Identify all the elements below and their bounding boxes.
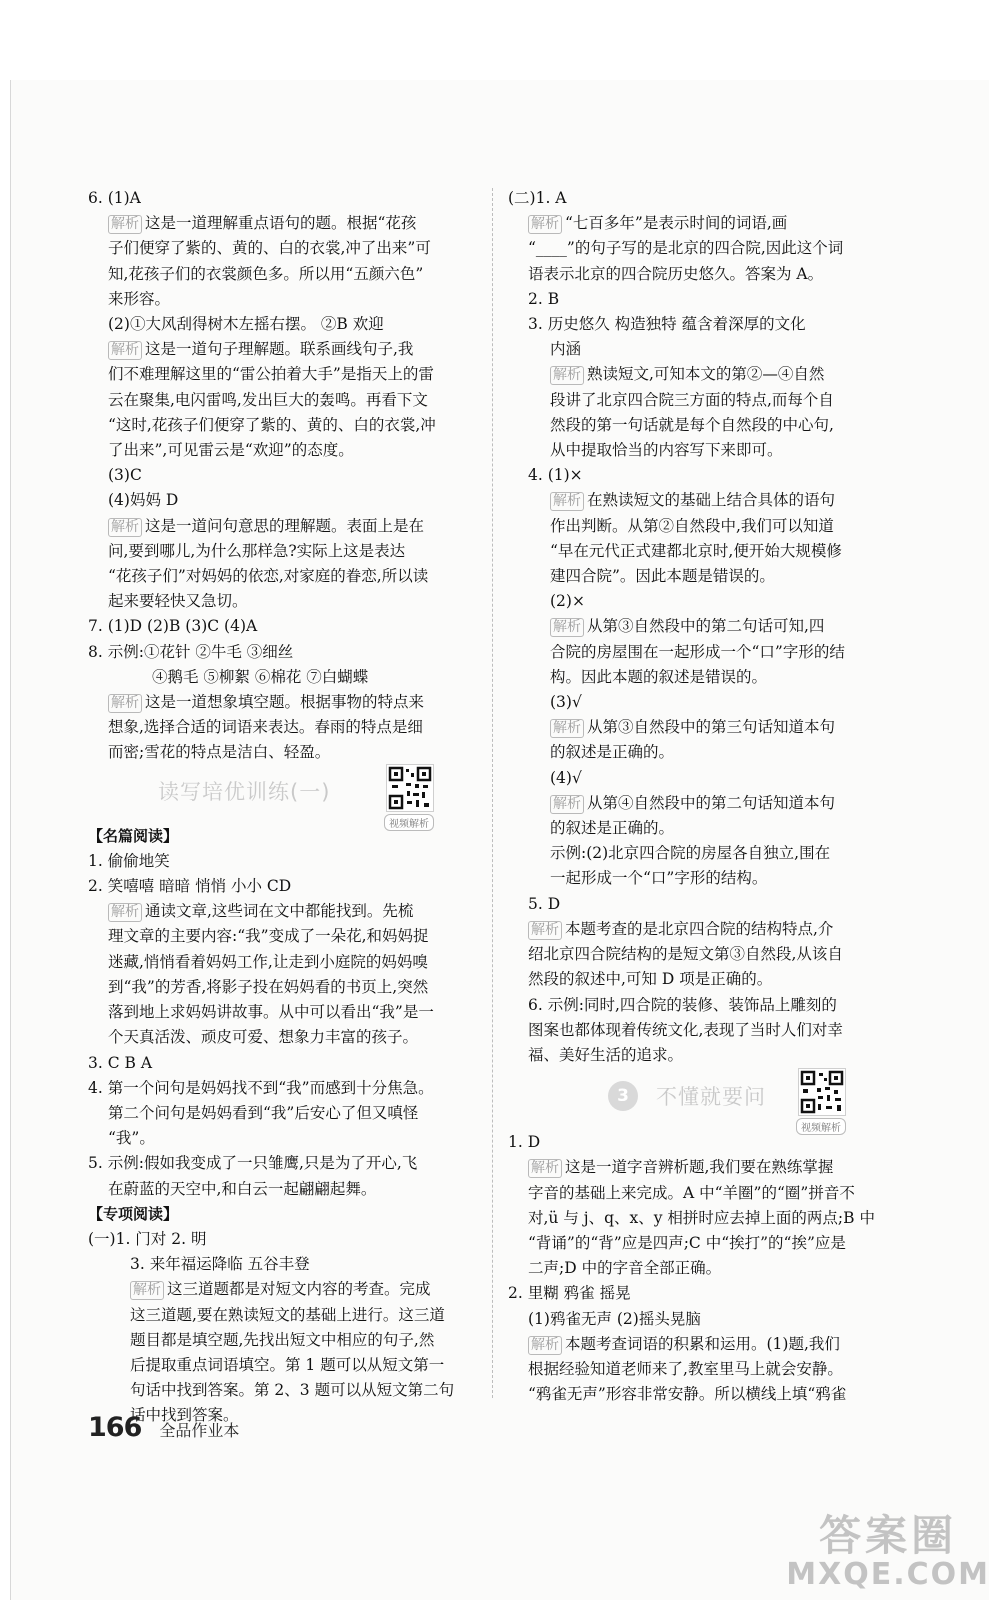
answer-text: 第二个问句是妈妈看到“我”后安心了但又嗔怪: [108, 1103, 419, 1122]
qr-code-icon[interactable]: [798, 1068, 846, 1116]
answer-line: [88, 1051, 478, 1076]
answer-text: 6. 示例:同时,四合院的装修、装饰品上雕刻的: [528, 995, 837, 1014]
answer-text: 从第③自然段中的第三句话知道本句: [587, 718, 836, 737]
answer-text: 段讲了北京四合院三方面的特点,而每个自: [550, 390, 834, 409]
answer-line: [508, 589, 878, 614]
analysis-tag: 解析: [108, 903, 142, 922]
answer-text: 这是一道字音辨析题,我们要在熟练掌握: [565, 1158, 834, 1177]
answer-text: 从中提取恰当的内容写下来即可。: [550, 441, 783, 460]
banner-title: 不懂就要问: [656, 1085, 766, 1110]
answer-line: [508, 262, 878, 287]
qr-caption: 视频解析: [796, 1118, 846, 1135]
answer-line: [88, 1202, 478, 1227]
answer-line: [508, 740, 878, 765]
answer-line: [508, 1256, 878, 1281]
answer-text: 云在聚集,电闪雷鸣,发出巨大的轰鸣。再看下文: [108, 390, 428, 409]
answer-text: 2. 笑嘻嘻 暗暗 悄悄 小小 CD: [88, 877, 292, 896]
answer-text: 话中找到答案。: [130, 1406, 239, 1425]
answer-text: 后提取重点词语填空。第 1 题可以从短文第一: [130, 1355, 445, 1374]
answer-text: 问,要到哪儿,为什么那样急?实际上这是表达: [108, 541, 406, 560]
answer-line: [508, 917, 878, 942]
answer-line: [88, 287, 478, 312]
answer-line: [508, 186, 878, 211]
answer-text: 5. D: [528, 894, 561, 913]
answer-text: “这时,花孩子们便穿了紫的、黄的、白的衣裳,冲: [108, 415, 436, 434]
answer-text: 这三道题,要在熟读短文的基础上进行。这三道: [130, 1305, 445, 1324]
section-banner-reading: [88, 766, 478, 830]
answer-line: [88, 211, 478, 236]
answer-line: [508, 236, 878, 261]
answer-line: [88, 740, 478, 765]
answer-text: 6. (1)A: [88, 189, 141, 207]
answer-line: [508, 841, 878, 866]
answer-line: [88, 262, 478, 287]
answer-text: 在熟读短文的基础上结合具体的语句: [587, 491, 836, 510]
answer-text: 2. 里糊 鸦雀 摇晃: [508, 1284, 631, 1303]
answer-text: 迷藏,悄悄看着妈妈工作,让走到小庭院的妈妈嗅: [108, 952, 428, 971]
answer-line: [88, 1378, 478, 1403]
answer-text: 的叙述是正确的。: [550, 743, 675, 762]
answer-text: 3. C B A: [88, 1053, 153, 1072]
left-column: [88, 186, 478, 1429]
answer-line: [508, 388, 878, 413]
answer-text: 然段的叙述中,可知 D 项是正确的。: [528, 970, 773, 989]
answer-text: 建四合院”。因此本题是错误的。: [550, 567, 775, 586]
answer-text: 通读文章,这些词在文中都能找到。先梳: [145, 902, 414, 921]
column-divider: [492, 188, 493, 1398]
answer-line: [508, 1357, 878, 1382]
answer-text: 【名篇阅读】: [88, 826, 179, 845]
answer-line: [508, 287, 878, 312]
answer-line: [508, 1332, 878, 1357]
answer-text: 想象,选择合适的词语来表达。春雨的特点是细: [108, 718, 423, 737]
answer-line: [88, 640, 478, 665]
right-answers-part2: [508, 1130, 878, 1407]
answer-text: 子们便穿了紫的、黄的、白的衣裳,冲了出来”可: [108, 239, 431, 258]
answer-line: [88, 514, 478, 539]
answer-line: [508, 1382, 878, 1407]
answer-text: (二)1. A: [508, 189, 567, 207]
answer-text: (2)×: [550, 592, 585, 611]
answer-text: 理文章的主要内容:“我”变成了一朵花,和妈妈捉: [108, 927, 429, 946]
answer-line: [508, 211, 878, 236]
answer-text: 本题考查词语的积累和运用。(1)题,我们: [565, 1334, 840, 1353]
answer-text: 到“我”的芳香,将影子投在妈妈看的书页上,突然: [108, 977, 429, 996]
answer-line: [508, 866, 878, 891]
answer-text: (3)√: [550, 693, 582, 712]
answer-line: [508, 816, 878, 841]
analysis-tag: 解析: [108, 694, 142, 713]
answer-text: 从第④自然段中的第二句话知道本句: [587, 793, 836, 812]
answer-text: 示例:(2)北京四合院的房屋各自独立,围在: [550, 844, 831, 863]
analysis-tag: 解析: [130, 1281, 164, 1300]
answer-text: 3. 历史悠久 构造独特 蕴含着深厚的文化: [528, 315, 806, 334]
answer-text: 这是一道理解重点语句的题。根据“花孩: [145, 214, 417, 233]
left-answers-part1: [88, 186, 478, 766]
answer-text: 了出来”,可见雷云是“欢迎”的态度。: [108, 441, 354, 460]
answer-line: [508, 564, 878, 589]
answer-line: [508, 1206, 878, 1231]
answer-text: 内涵: [550, 340, 582, 359]
answer-text: “我”。: [108, 1129, 155, 1148]
answer-text: (2)①大风刮得树木左摇右摆。 ②B 欢迎: [108, 315, 384, 334]
answer-text: 在蔚蓝的天空中,和白云一起翩翩起舞。: [108, 1179, 377, 1198]
answer-text: 7. (1)D (2)B (3)C (4)A: [88, 617, 258, 636]
answer-line: [88, 899, 478, 924]
answer-line: [88, 186, 478, 211]
answer-text: 们不难理解这里的“雷公拍着大手”是指天上的雷: [108, 365, 434, 384]
answer-line: [88, 388, 478, 413]
answer-text: 【专项阅读】: [88, 1204, 179, 1223]
analysis-tag: 解析: [108, 341, 142, 360]
answer-line: [88, 1126, 478, 1151]
answer-line: [88, 849, 478, 874]
answer-line: [88, 1151, 478, 1176]
answer-line: [88, 564, 478, 589]
answer-text: 这是一道句子理解题。联系画线句子,我: [145, 340, 414, 359]
answer-text: 8. 示例:①花针 ②牛毛 ③细丝: [88, 642, 294, 661]
answer-text: 作出判断。从第②自然段中,我们可以知道: [550, 516, 834, 535]
answer-text: 然段的第一句话就是每个自然段的中心句,: [550, 415, 834, 434]
answer-line: [88, 463, 478, 488]
book-name: 全品作业本: [159, 1421, 240, 1440]
answer-line: [508, 1155, 878, 1180]
answer-text: 落到地上求妈妈讲故事。从中可以看出“我”是一: [108, 1003, 434, 1022]
answer-text: 句话中找到答案。第 2、3 题可以从短文第二句: [130, 1381, 455, 1400]
answer-line: [88, 950, 478, 975]
answer-line: [88, 312, 478, 337]
analysis-tag: 解析: [528, 921, 562, 940]
answer-line: [88, 874, 478, 899]
answer-line: [88, 1177, 478, 1202]
answer-text: 字音的基础上来完成。A 中“羊圈”的“圈”拼音不: [528, 1183, 855, 1202]
answer-line: [88, 1353, 478, 1378]
answer-line: [508, 791, 878, 816]
answer-text: 这三道题都是对短文内容的考查。完成: [167, 1280, 431, 1299]
answer-line: [88, 1101, 478, 1126]
answer-line: [88, 337, 478, 362]
page-number: 166: [88, 1412, 142, 1443]
answer-text: 1. D: [508, 1133, 541, 1152]
lesson-number-badge: 3: [608, 1081, 638, 1111]
answer-text: 5. 示例:假如我变成了一只雏鹰,只是为了开心,飞: [88, 1154, 418, 1173]
analysis-tag: 解析: [528, 1159, 562, 1178]
answer-line: [88, 1025, 478, 1050]
answer-text: 而密;雪花的特点是洁白、轻盈。: [108, 743, 331, 762]
answer-line: [508, 1043, 878, 1068]
answer-text: 根据经验知道老师来了,教室里马上就会安静。: [528, 1359, 843, 1378]
section-banner-ask: [508, 1068, 878, 1135]
answer-text: 题目都是填空题,先找出短文中相应的句子,然: [130, 1330, 435, 1349]
answer-line: [508, 766, 878, 791]
answer-line: [508, 967, 878, 992]
banner-title: 读写培优训练(一): [158, 779, 331, 804]
answer-text: 合院的房屋围在一起形成一个“口”字形的结: [550, 642, 845, 661]
answer-text: 4. 第一个问句是妈妈找不到“我”而感到十分焦急。: [88, 1078, 434, 1097]
answer-line: [88, 924, 478, 949]
answer-line: [508, 337, 878, 362]
answer-line: [508, 665, 878, 690]
answer-text: 熟读短文,可知本文的第②—④自然: [587, 365, 825, 384]
answer-line: [508, 690, 878, 715]
answer-text: 这是一道想象填空题。根据事物的特点来: [145, 693, 425, 712]
answer-line: [508, 438, 878, 463]
answer-text: “鸦雀无声”形容非常安静。所以横线上填“鸦雀: [528, 1385, 847, 1404]
watermark-logo-text: 答案圈: [819, 1511, 958, 1560]
answer-line: [508, 1181, 878, 1206]
analysis-tag: 解析: [108, 215, 142, 234]
answer-line: [88, 665, 478, 690]
answer-text: 绍北京四合院结构的是短文第③自然段,从该自: [528, 945, 843, 964]
analysis-tag: 解析: [550, 492, 584, 511]
answer-text: 这是一道问句意思的理解题。表面上是在: [145, 516, 425, 535]
answer-text: 的叙述是正确的。: [550, 819, 675, 838]
answer-line: [508, 514, 878, 539]
answer-line: [88, 1252, 478, 1277]
answer-line: [508, 1231, 878, 1256]
answer-line: [88, 715, 478, 740]
right-answers-part1: [508, 186, 878, 1068]
answer-line: [88, 236, 478, 261]
answer-text: ④鹅毛 ⑤柳絮 ⑥棉花 ⑦白蝴蝶: [152, 667, 369, 686]
answer-text: “背诵”的“背”应是四声;C 中“挨打”的“挨”应是: [528, 1233, 846, 1252]
answer-line: [88, 438, 478, 463]
answer-line: [508, 312, 878, 337]
answer-text: 语表示北京的四合院历史悠久。答案为 A。: [528, 264, 824, 283]
answer-text: 3. 来年福运降临 五谷丰登: [130, 1255, 310, 1274]
answer-text: 个天真活泼、顽皮可爱、想象力丰富的孩子。: [108, 1028, 419, 1047]
answer-text: (4)妈妈 D: [108, 491, 179, 510]
answer-text: 一起形成一个“口”字形的结构。: [550, 869, 768, 888]
answer-line: [508, 488, 878, 513]
answer-line: [88, 413, 478, 438]
site-watermark: [786, 1503, 990, 1592]
answer-line: [88, 539, 478, 564]
answer-line: [508, 640, 878, 665]
answer-text: (3)C: [108, 466, 142, 485]
answer-text: (4)√: [550, 768, 582, 787]
answer-line: [88, 362, 478, 387]
answer-line: [88, 975, 478, 1000]
answer-line: [508, 362, 878, 387]
answer-line: [88, 1277, 478, 1302]
answer-text: 二声;D 中的字音全部正确。: [528, 1259, 722, 1278]
answer-line: [508, 892, 878, 917]
answer-text: 1. 偷偷地笑: [88, 851, 170, 870]
answer-text: 图案也都体现着传统文化,表现了当时人们对幸: [528, 1020, 843, 1039]
answer-line: [88, 1227, 478, 1252]
answer-line: [88, 488, 478, 513]
answer-text: “七百多年”是表示时间的词语,画: [565, 214, 788, 233]
answer-text: 来形容。: [108, 289, 171, 308]
analysis-tag: 解析: [550, 618, 584, 637]
qr-code-icon[interactable]: [386, 764, 434, 812]
answer-line: [508, 463, 878, 488]
answer-line: [88, 690, 478, 715]
answer-text: 2. B: [528, 289, 560, 308]
answer-line: [88, 1303, 478, 1328]
answer-text: “____”的句子写的是北京的四合院,因此这个词: [528, 239, 844, 258]
answer-line: [508, 942, 878, 967]
answer-text: 本题考查的是北京四合院的结构特点,介: [565, 919, 834, 938]
answer-line: [508, 1307, 878, 1332]
analysis-tag: 解析: [108, 518, 142, 537]
answer-text: 起来要轻快又急切。: [108, 592, 248, 611]
answer-line: [508, 413, 878, 438]
answer-line: [508, 1018, 878, 1043]
answer-text: 对,ü 与 j、q、x、y 相拼时应去掉上面的两点;B 中: [528, 1208, 875, 1227]
analysis-tag: 解析: [528, 1336, 562, 1355]
answer-line: [508, 614, 878, 639]
answer-line: [88, 589, 478, 614]
answer-line: [508, 715, 878, 740]
right-column: [508, 186, 878, 1407]
answer-line: [508, 993, 878, 1018]
analysis-tag: 解析: [528, 215, 562, 234]
analysis-tag: 解析: [550, 366, 584, 385]
watermark-url: MXQE.COM: [786, 1557, 990, 1592]
left-answers-part2: [88, 824, 478, 1429]
answer-line: [88, 614, 478, 639]
answer-text: 4. (1)×: [528, 466, 583, 485]
analysis-tag: 解析: [550, 719, 584, 738]
analysis-tag: 解析: [550, 795, 584, 814]
page-footer: [88, 1412, 239, 1443]
answer-line: [88, 1076, 478, 1101]
answer-text: 构。因此本题的叙述是错误的。: [550, 667, 768, 686]
answer-line: [508, 1281, 878, 1306]
answer-line: [508, 539, 878, 564]
answer-text: (1)鸦雀无声 (2)摇头晃脑: [528, 1309, 701, 1328]
answer-text: “花孩子们”对妈妈的依恋,对家庭的眷恋,所以读: [108, 567, 429, 586]
qr-caption: 视频解析: [384, 814, 434, 831]
answer-line: [88, 1328, 478, 1353]
answer-line: [88, 1000, 478, 1025]
answer-text: (一)1. 门对 2. 明: [88, 1229, 207, 1248]
answer-text: “早在元代正式建都北京时,便开始大规模修: [550, 541, 842, 560]
answer-text: 知,花孩子们的衣裳颜色多。所以用“五颜六色”: [108, 264, 424, 283]
answer-text: 从第③自然段中的第二句话可知,四: [587, 617, 825, 636]
answer-text: 福、美好生活的追求。: [528, 1045, 684, 1064]
